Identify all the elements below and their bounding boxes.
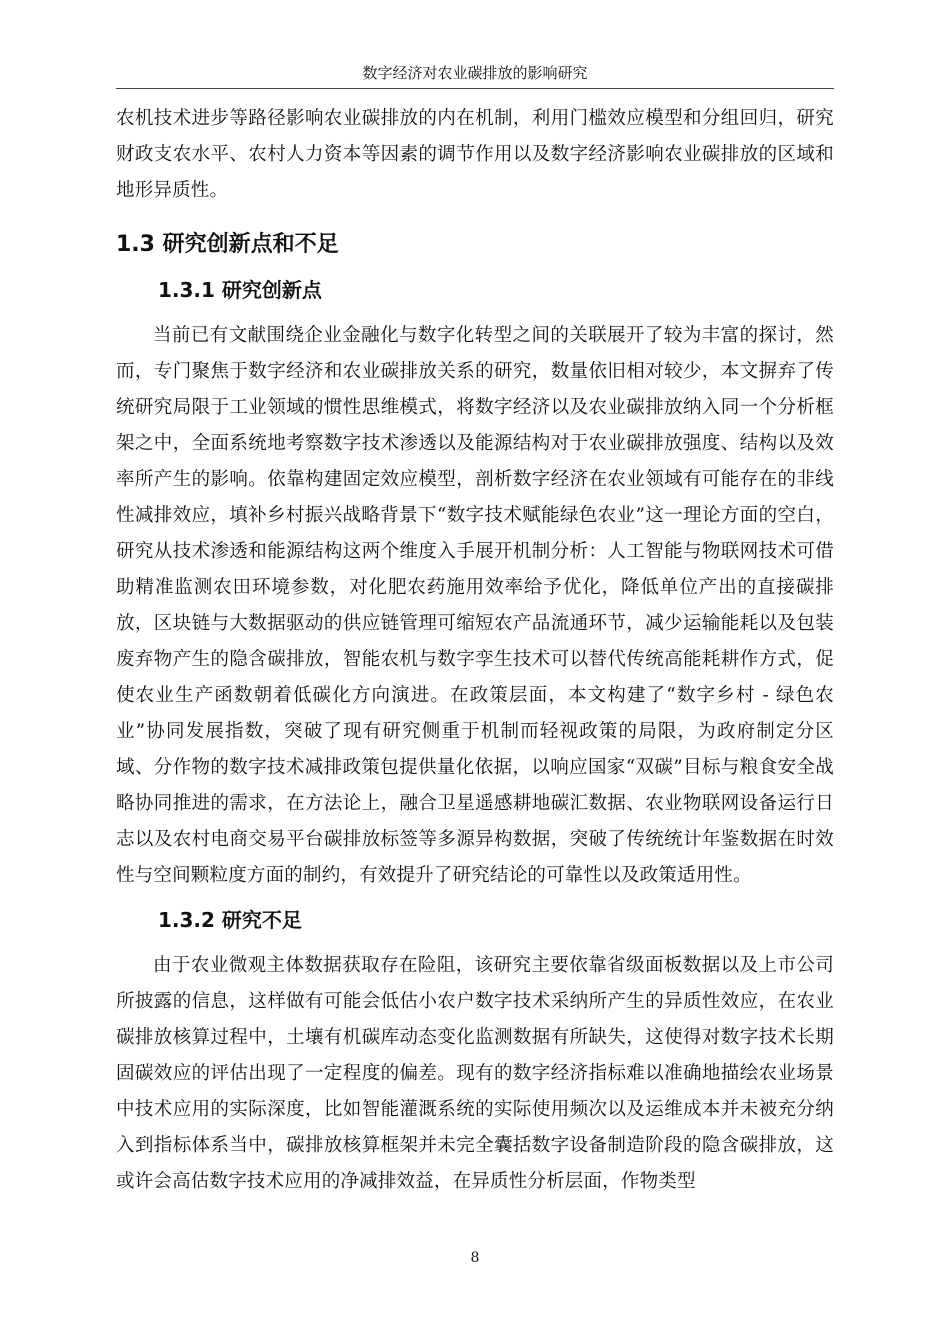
subsection-heading-1-3-2: 1.3.2 研究不足 [158,908,302,932]
page-content [116,101,834,1200]
intro-continuation-paragraph: 农机技术进步等路径影响农业碳排放的内在机制，利用门槛效应模型和分组回归，研究财政支农水平、农村人力资本等因素的调节作用以及数字经济影响农业碳排放的区域和地形异质性。 [116,108,834,201]
page-header: 数字经济对农业碳排放的影响研究 [362,64,588,82]
innovation-paragraph: 当前已有文献围绕企业金融化与数字化转型之间的关联展开了较为丰富的探讨，然而，专门聚焦于数字经济和农业碳排放关系的研究，数量依旧相对较少，本文摒弃了传统研究局限于工业领域的惯性思维模式，将数字经济以及农业碳排放纳入同一个分析框架之中，全面系统地考察数字技术渗透以及能源结构对于农业碳排放强度、结构以及效率所产生的影响。依靠构建固定效应模型，剖析数字经济在农业领域有可能存在的非线性减排效应，填补乡村振兴战略背景下“数字技术赋能绿色农业”这一理论方面的空白，研究从技术渗透和能源结构这两个维度入手展开机制分析：人工智能与物联网技术可借助精准监测农田环境参数，对化肥农药施用效率给予优化，降低单位产出的直接碳排放，区块链与大数据驱动的供应链管理可缩短农产品流通环节，减少运输能耗以及包装废弃物产生的隐含碳排放，智能农机与数字孪生技术可以替代传统高能耗耕作方式，促使农业生产函数朝着低碳化方向演进。在政策层面，本文构建了“数字乡村 - 绿色农业”协同发展指数，突破了现有研究侧重于机制而轻视政策的局限，为政府制定分区域、分作物的数字技术减排政策包提供量化依据，以响应国家“双碳”目标与粮食安全战略协同推进的需求，在方法论上，融合卫星遥感耕地碳汇数据、农业物联网设备运行日志以及农村电商交易平台碳排放标签等多源异构数据，突破了传统统计年鉴数据在时效性与空间颗粒度方面的制约，有效提升了研究结论的可靠性以及政策适用性。 [116,325,834,886]
header-rule [116,88,834,89]
section-heading-1-3: 1.3 研究创新点和不足 [116,232,339,257]
subsection-heading-1-3-1: 1.3.1 研究创新点 [158,278,322,302]
limitations-paragraph: 由于农业微观主体数据获取存在险阻，该研究主要依靠省级面板数据以及上市公司所披露的信息，这样做有可能会低估小农户数字技术采纳所产生的异质性效应，在农业碳排放核算过程中，土壤有机碳库动态变化监测数据有所缺失，这使得对数字技术长期固碳效应的评估出现了一定程度的偏差。现有的数字经济指标难以准确地描绘农业场景中技术应用的实际深度，比如智能灌溉系统的实际使用频次以及运维成本并未被充分纳入到指标体系当中，碳排放核算框架并未完全囊括数字设备制造阶段的隐含碳排放，这或许会高估数字技术应用的净减排效益，在异质性分析层面，作物类型 [116,955,834,1192]
page-number: 8 [470,1250,480,1266]
